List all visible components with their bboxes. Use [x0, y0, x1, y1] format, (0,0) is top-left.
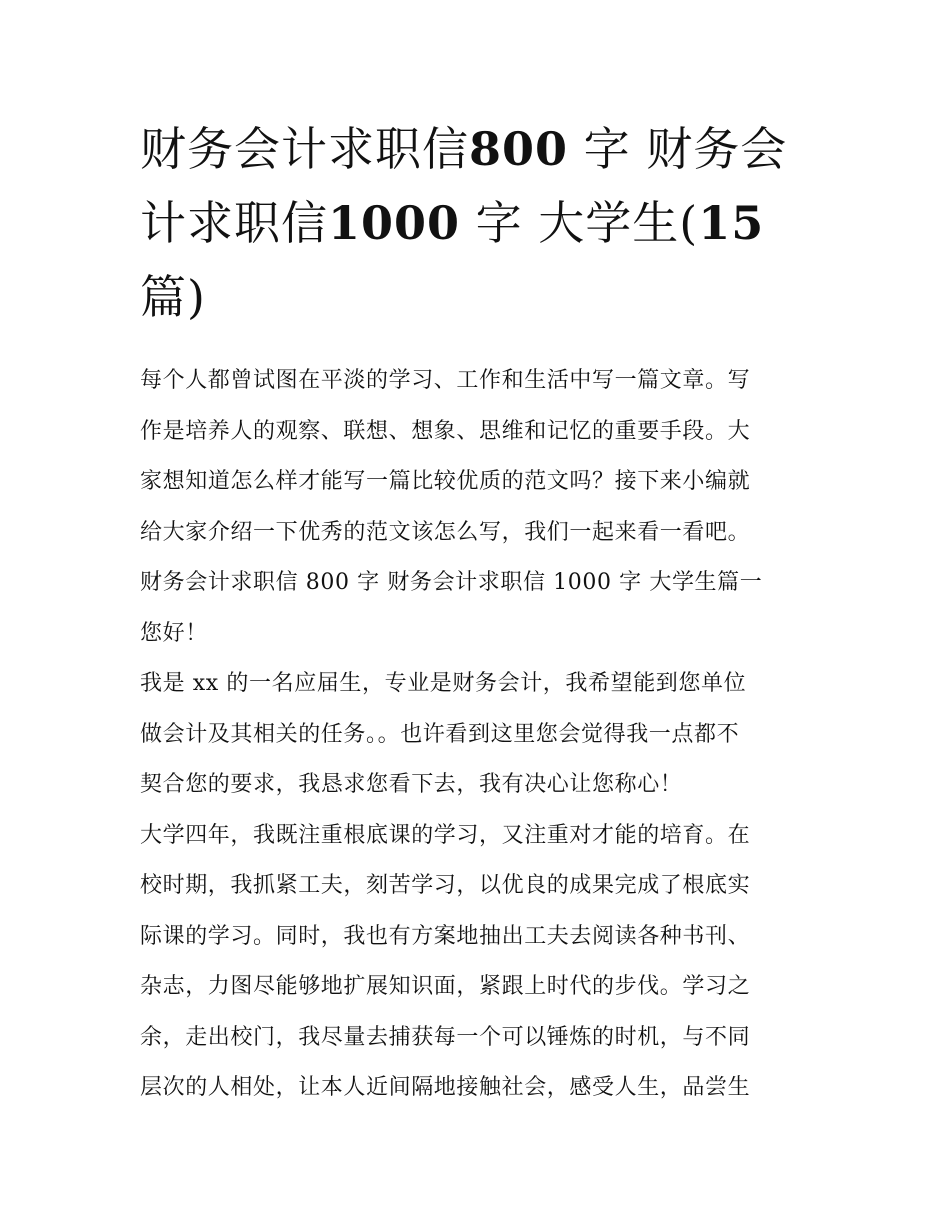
title-line: 财务会计求职信800 字 财务会 [140, 122, 788, 176]
body-line: 校时期，我抓紧工夫，刻苦学习，以优良的成果完成了根底实 [140, 873, 751, 898]
body-line: 作是培养人的观察、联想、想象、思维和记忆的重要手段。大 [140, 418, 751, 444]
body-line: 给大家介绍一下优秀的范文该怎么写，我们一起来看一看吧。 [140, 519, 751, 545]
document-title [140, 112, 820, 334]
document-page [140, 112, 820, 1114]
title-line: 计求职信1000 字 大学生(15 [140, 196, 765, 250]
body-line: 做会计及其相关的任务。。也许看到这里您会觉得我一点都不 [140, 721, 740, 747]
body-line: 大学四年，我既注重根底课的学习，又注重对才能的培育。在 [140, 822, 751, 848]
body-line: 契合您的要求，我恳求您看下去，我有决心让您称心！ [140, 772, 683, 797]
body-line: 杂志，力图尽能够地扩展知识面，紧跟上时代的步伐。学习之 [140, 974, 751, 999]
section-heading: 财务会计求职信 800 字 财务会计求职信 1000 字 大学生篇一 [140, 570, 763, 595]
body-line: 余，走出校门，我尽量去捕获每一个可以锤炼的时机，与不同 [140, 1024, 751, 1050]
body-line: 每个人都曾试图在平淡的学习、工作和生活中写一篇文章。写 [140, 368, 751, 393]
greeting: 您好！ [140, 620, 208, 646]
body-line: 层次的人相处，让本人近间隔地接触社会，感受人生，品尝生 [140, 1075, 751, 1100]
title-line: 篇) [140, 270, 206, 324]
body-line: 家想知道怎么样才能写一篇比较优质的范文吗？接下来小编就 [140, 469, 751, 494]
body-line: 我是 xx 的一名应届生，专业是财务会计，我希望能到您单位 [140, 671, 747, 696]
body-line: 际课的学习。同时，我也有方案地抽出工夫去阅读各种书刊、 [140, 923, 751, 949]
document-body [140, 356, 820, 1114]
